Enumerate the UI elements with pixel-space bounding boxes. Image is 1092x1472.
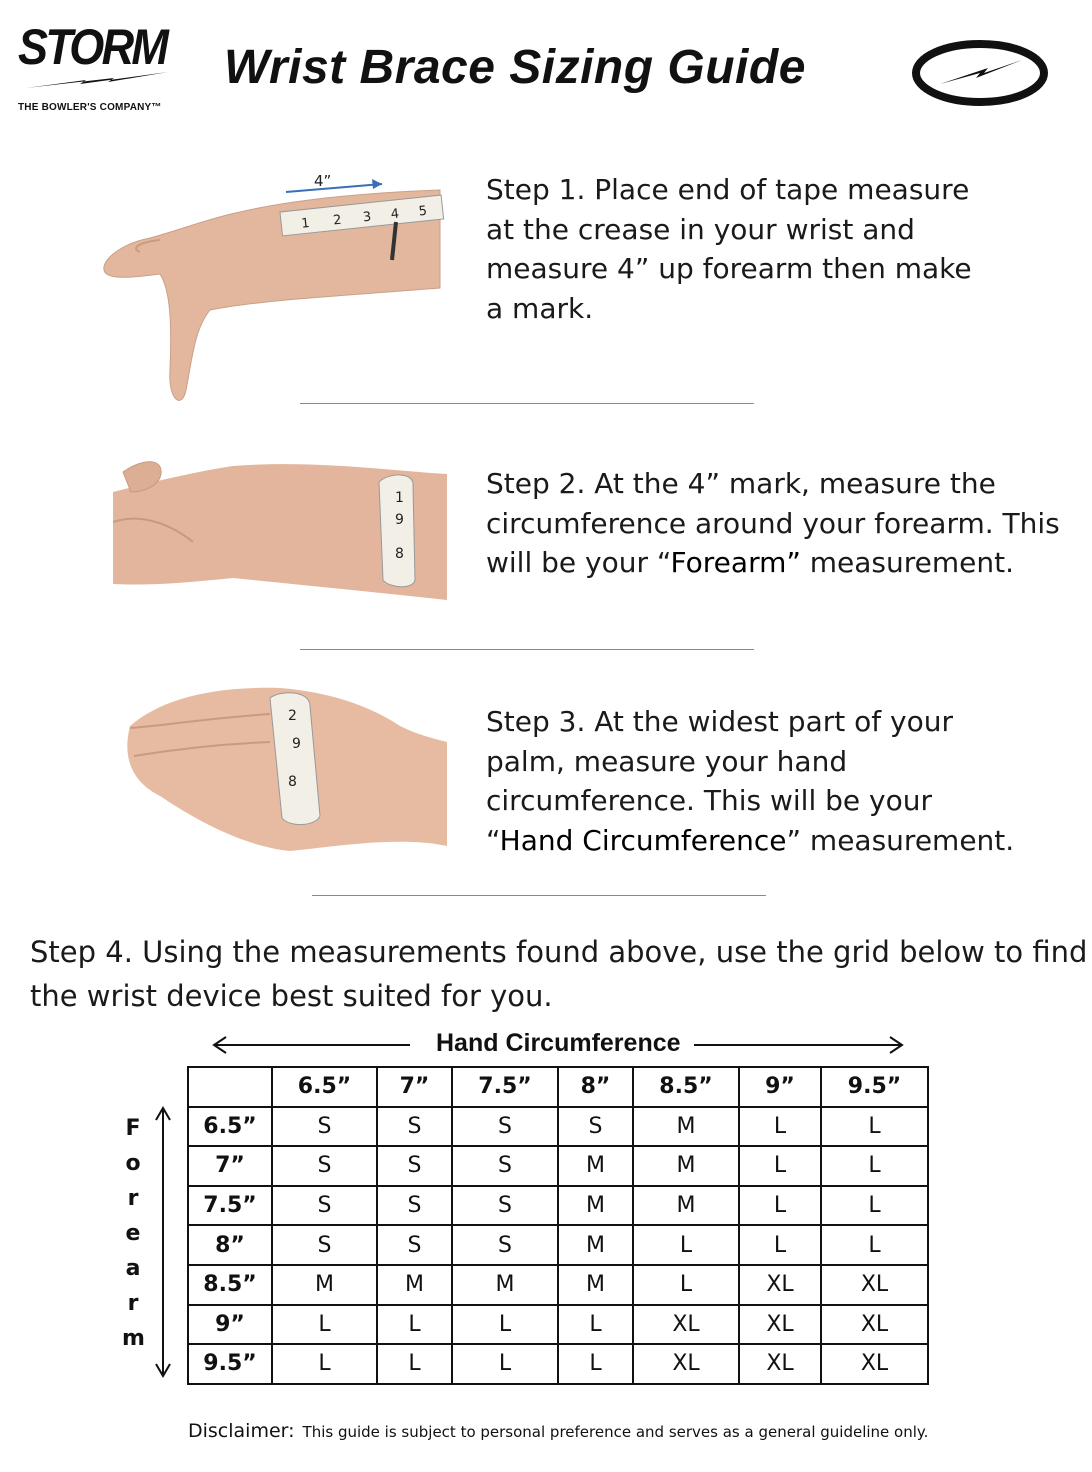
- size-cell: L: [821, 1107, 928, 1147]
- size-cell: L: [633, 1265, 739, 1305]
- step1-text: [486, 170, 972, 328]
- svg-text:8: 8: [395, 546, 404, 562]
- size-cell: M: [633, 1146, 739, 1186]
- step2-line-part: measurement.: [800, 546, 1015, 579]
- size-cell: M: [377, 1265, 452, 1305]
- size-cell: M: [558, 1146, 633, 1186]
- svg-text:2: 2: [288, 708, 297, 724]
- size-cell: S: [377, 1225, 452, 1265]
- svg-text:4: 4: [390, 206, 400, 223]
- storm-logo: [18, 19, 178, 113]
- forearm-size-header: 8.5”: [188, 1265, 272, 1305]
- size-cell: XL: [739, 1265, 821, 1305]
- step2-text: [486, 464, 1060, 583]
- disclaimer: [188, 1420, 928, 1442]
- table-row: [188, 1344, 928, 1384]
- size-cell: S: [272, 1225, 377, 1265]
- step4-line: Step 4. Using the measurements found above, use the grid below to find: [30, 935, 1088, 969]
- table-row: [188, 1146, 928, 1186]
- forearm-size-header: 7.5”: [188, 1186, 272, 1226]
- size-cell: XL: [633, 1344, 739, 1384]
- forearm-size-header: 7”: [188, 1146, 272, 1186]
- divider: [312, 895, 766, 896]
- size-cell: L: [739, 1107, 821, 1147]
- forearm-letter: r: [127, 1291, 139, 1316]
- size-cell: S: [377, 1107, 452, 1147]
- size-cell: L: [558, 1344, 633, 1384]
- size-cell: S: [272, 1186, 377, 1226]
- svg-text:9: 9: [292, 736, 301, 752]
- size-cell: M: [558, 1225, 633, 1265]
- svg-text:9: 9: [395, 512, 404, 528]
- step2-forearm-photo: [113, 452, 447, 602]
- disclaimer-label: Disclaimer:: [188, 1420, 295, 1442]
- svg-text:8: 8: [288, 774, 297, 790]
- size-cell: M: [558, 1186, 633, 1226]
- size-cell: L: [821, 1225, 928, 1265]
- step3-line: [486, 821, 1014, 861]
- step1-line: Step 1. Place end of tape measure: [486, 173, 970, 206]
- hand-circumference-term: Hand Circumference: [499, 823, 787, 857]
- step2-line: circumference around your forearm. This: [486, 506, 1060, 540]
- size-cell: XL: [821, 1265, 928, 1305]
- svg-text:5: 5: [417, 203, 428, 220]
- table-row: [188, 1225, 928, 1265]
- size-cell: M: [452, 1265, 558, 1305]
- size-cell: S: [272, 1107, 377, 1147]
- size-cell: XL: [739, 1344, 821, 1384]
- size-cell: XL: [633, 1305, 739, 1345]
- forearm-letter: r: [127, 1186, 139, 1211]
- forearm-letter: F: [125, 1116, 141, 1141]
- forearm-letter: o: [125, 1151, 141, 1176]
- size-cell: L: [821, 1186, 928, 1226]
- divider: [300, 649, 754, 650]
- size-cell: S: [558, 1107, 633, 1147]
- hand-size-header: 9”: [739, 1067, 821, 1107]
- hand-size-header: 7.5”: [452, 1067, 558, 1107]
- step3-line: palm, measure your hand: [486, 744, 848, 778]
- forearm-axis-arrow-icon: [152, 1104, 174, 1380]
- hand-circumference-label: Hand Circumference: [436, 1029, 681, 1057]
- step3-line-part: ” measurement.: [786, 823, 1015, 857]
- table-corner-cell: [188, 1067, 272, 1107]
- size-cell: L: [272, 1344, 377, 1384]
- step1-annotation: 4”: [314, 172, 332, 190]
- forearm-term: Forearm”: [670, 546, 801, 579]
- svg-text:2: 2: [332, 212, 343, 229]
- size-cell: M: [272, 1265, 377, 1305]
- size-cell: L: [739, 1146, 821, 1186]
- brand-tagline: THE BOWLER'S COMPANY™: [18, 102, 162, 113]
- step1-line: at the crease in your wrist and: [486, 212, 915, 246]
- table-row: [188, 1265, 928, 1305]
- table-header-row: [188, 1067, 928, 1107]
- step1-line: a mark.: [486, 291, 594, 325]
- bolt-icon: [22, 70, 172, 92]
- size-cell: L: [272, 1305, 377, 1345]
- storm-wordmark: STORM: [18, 19, 167, 75]
- size-cell: L: [377, 1305, 452, 1345]
- step3-text: [486, 702, 1014, 860]
- size-cell: L: [377, 1344, 452, 1384]
- size-cell: S: [452, 1146, 558, 1186]
- forearm-letter: m: [122, 1326, 145, 1351]
- disclaimer-text: This guide is subject to personal preference and serves as a general guideline only.: [302, 1423, 929, 1441]
- size-cell: L: [633, 1225, 739, 1265]
- sizing-table: [187, 1066, 929, 1385]
- step2-line: [486, 543, 1060, 583]
- table-row: [188, 1107, 928, 1147]
- size-cell: S: [377, 1186, 452, 1226]
- size-cell: S: [272, 1146, 377, 1186]
- hand-circumference-axis: [210, 1028, 910, 1062]
- forearm-size-header: 8”: [188, 1225, 272, 1265]
- size-cell: XL: [821, 1305, 928, 1345]
- size-cell: L: [739, 1225, 821, 1265]
- forearm-size-header: 6.5”: [188, 1107, 272, 1147]
- svg-text:3: 3: [362, 209, 373, 226]
- step3-line: circumference. This will be your: [486, 784, 932, 817]
- table-row: [188, 1186, 928, 1226]
- step4-text: [30, 930, 1090, 1018]
- page-title: Wrist Brace Sizing Guide: [224, 41, 806, 94]
- step3-palm-photo: [120, 686, 447, 851]
- size-cell: XL: [739, 1305, 821, 1345]
- size-cell: L: [739, 1186, 821, 1226]
- forearm-size-header: 9”: [188, 1305, 272, 1345]
- table-row: [188, 1305, 928, 1345]
- size-cell: M: [633, 1186, 739, 1226]
- forearm-letter: e: [125, 1221, 141, 1246]
- hand-size-header: 8”: [558, 1067, 633, 1107]
- hand-size-header: 6.5”: [272, 1067, 377, 1107]
- size-cell: S: [452, 1225, 558, 1265]
- step2-line-part: will be your “: [486, 546, 671, 579]
- size-cell: S: [377, 1146, 452, 1186]
- step1-wrist-photo: [100, 160, 445, 410]
- size-cell: XL: [821, 1344, 928, 1384]
- size-cell: M: [558, 1265, 633, 1305]
- step3-line: Step 3. At the widest part of your: [486, 705, 953, 738]
- size-cell: L: [452, 1344, 558, 1384]
- size-cell: L: [452, 1305, 558, 1345]
- step4-line: the wrist device best suited for you.: [30, 979, 553, 1013]
- hand-size-header: 9.5”: [821, 1067, 928, 1107]
- size-cell: L: [558, 1305, 633, 1345]
- size-cell: S: [452, 1186, 558, 1226]
- svg-text:1: 1: [300, 216, 311, 232]
- divider: [300, 403, 754, 404]
- step1-line: measure 4” up forearm then make: [486, 252, 972, 285]
- hand-size-header: 8.5”: [633, 1067, 739, 1107]
- hand-size-header: 7”: [377, 1067, 452, 1107]
- size-cell: L: [821, 1146, 928, 1186]
- forearm-size-header: 9.5”: [188, 1344, 272, 1384]
- storm-oval-logo-icon: [910, 38, 1050, 108]
- forearm-letter: a: [125, 1256, 141, 1281]
- step3-line-part: “: [486, 823, 500, 857]
- step2-line: Step 2. At the 4” mark, measure the: [486, 467, 996, 500]
- size-cell: S: [452, 1107, 558, 1147]
- svg-text:1: 1: [395, 490, 404, 506]
- size-cell: M: [633, 1107, 739, 1147]
